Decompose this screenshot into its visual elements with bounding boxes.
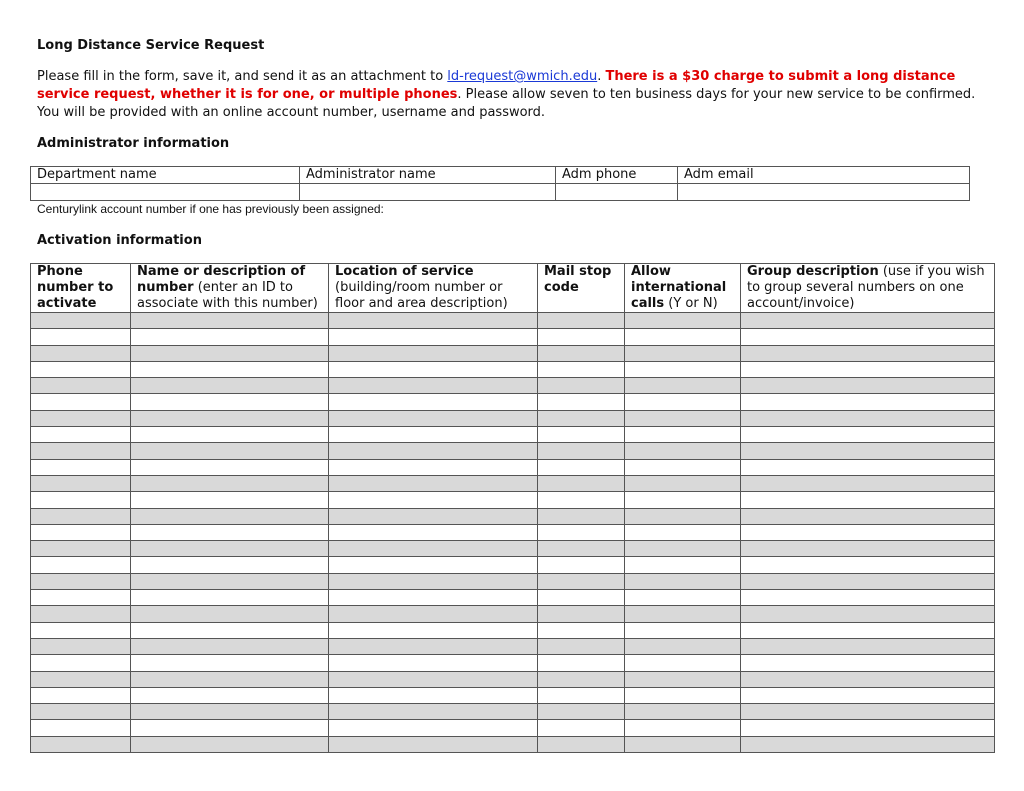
location-cell[interactable] <box>329 687 538 703</box>
phone-number-cell[interactable] <box>31 557 131 573</box>
international-calls-cell[interactable] <box>625 541 741 557</box>
table-row <box>31 524 995 540</box>
header-group-description: Group description (use if you wish to group several numbers on one account/invoice) <box>741 264 995 313</box>
location-cell[interactable] <box>329 378 538 394</box>
admin-info-table <box>30 166 970 201</box>
international-calls-cell[interactable] <box>625 557 741 573</box>
header-international-calls: Allow international calls (Y or N) <box>625 264 741 313</box>
name-description-cell[interactable] <box>131 361 329 377</box>
intro-suffix: . Please allow seven to ten business days for your new service to be confirmed. You will be provided with an online account number, username and password. <box>37 87 976 120</box>
group-description-cell[interactable] <box>741 313 995 329</box>
phone-number-cell[interactable] <box>31 427 131 443</box>
group-description-cell[interactable] <box>741 427 995 443</box>
phone-number-cell[interactable] <box>31 541 131 557</box>
location-cell[interactable] <box>329 459 538 475</box>
mail-stop-cell[interactable] <box>538 475 625 491</box>
mail-stop-cell[interactable] <box>538 557 625 573</box>
group-description-cell[interactable] <box>741 704 995 720</box>
name-description-cell[interactable] <box>131 736 329 752</box>
international-calls-cell[interactable] <box>625 394 741 410</box>
group-description-cell[interactable] <box>741 687 995 703</box>
phone-number-cell[interactable] <box>31 459 131 475</box>
location-cell[interactable] <box>329 313 538 329</box>
group-description-cell[interactable] <box>741 720 995 736</box>
phone-number-cell[interactable] <box>31 443 131 459</box>
mail-stop-cell[interactable] <box>538 508 625 524</box>
phone-number-cell[interactable] <box>31 492 131 508</box>
group-description-cell[interactable] <box>741 459 995 475</box>
location-cell[interactable] <box>329 361 538 377</box>
table-row <box>31 345 995 361</box>
table-row <box>31 427 995 443</box>
location-cell[interactable] <box>329 557 538 573</box>
activation-rows <box>31 313 995 753</box>
header-phone-number: Phone number to activate <box>31 264 131 313</box>
name-description-cell[interactable] <box>131 410 329 426</box>
name-description-cell[interactable] <box>131 557 329 573</box>
phone-number-cell[interactable] <box>31 329 131 345</box>
phone-number-cell[interactable] <box>31 524 131 540</box>
table-row <box>31 541 995 557</box>
mail-stop-cell[interactable] <box>538 606 625 622</box>
table-row <box>31 394 995 410</box>
phone-number-cell[interactable] <box>31 394 131 410</box>
phone-number-cell[interactable] <box>31 345 131 361</box>
table-row <box>31 720 995 736</box>
mail-stop-cell[interactable] <box>538 361 625 377</box>
phone-number-cell[interactable] <box>31 655 131 671</box>
group-description-cell[interactable] <box>741 361 995 377</box>
name-description-cell[interactable] <box>131 427 329 443</box>
admin-header-row <box>31 167 970 184</box>
group-description-cell[interactable] <box>741 394 995 410</box>
group-description-cell[interactable] <box>741 671 995 687</box>
name-description-cell[interactable] <box>131 443 329 459</box>
international-calls-cell[interactable] <box>625 313 741 329</box>
table-row <box>31 687 995 703</box>
table-row <box>31 622 995 638</box>
centurylink-account-note: Centurylink account number if one has previously been assigned: <box>37 202 384 216</box>
international-calls-cell[interactable] <box>625 443 741 459</box>
group-description-cell[interactable] <box>741 736 995 752</box>
admin-header-email: Adm email <box>678 167 970 184</box>
international-calls-cell[interactable] <box>625 361 741 377</box>
location-cell[interactable] <box>329 524 538 540</box>
group-description-cell[interactable] <box>741 590 995 606</box>
email-link[interactable]: ld-request@wmich.edu <box>447 69 598 84</box>
name-description-cell[interactable] <box>131 655 329 671</box>
mail-stop-cell[interactable] <box>538 524 625 540</box>
mail-stop-cell[interactable] <box>538 313 625 329</box>
phone-number-cell[interactable] <box>31 638 131 654</box>
mail-stop-cell[interactable] <box>538 443 625 459</box>
phone-number-cell[interactable] <box>31 704 131 720</box>
international-calls-cell[interactable] <box>625 329 741 345</box>
mail-stop-cell[interactable] <box>538 622 625 638</box>
mail-stop-cell[interactable] <box>538 410 625 426</box>
group-description-cell[interactable] <box>741 345 995 361</box>
table-row <box>31 410 995 426</box>
mail-stop-cell[interactable] <box>538 671 625 687</box>
admin-input-row <box>31 184 970 201</box>
group-description-cell[interactable] <box>741 622 995 638</box>
location-cell[interactable] <box>329 345 538 361</box>
name-description-cell[interactable] <box>131 671 329 687</box>
international-calls-cell[interactable] <box>625 704 741 720</box>
international-calls-cell[interactable] <box>625 622 741 638</box>
group-description-cell[interactable] <box>741 508 995 524</box>
mail-stop-cell[interactable] <box>538 345 625 361</box>
name-description-cell[interactable] <box>131 475 329 491</box>
group-description-cell[interactable] <box>741 329 995 345</box>
group-description-cell[interactable] <box>741 443 995 459</box>
international-calls-cell[interactable] <box>625 720 741 736</box>
charge-warning: There is a $30 charge to submit a long distance service request, whether it is for one, or multiple phones <box>37 69 956 102</box>
phone-number-cell[interactable] <box>31 378 131 394</box>
table-row <box>31 313 995 329</box>
table-row <box>31 557 995 573</box>
name-description-cell[interactable] <box>131 524 329 540</box>
table-row <box>31 655 995 671</box>
admin-header-department: Department name <box>31 167 300 184</box>
international-calls-cell[interactable] <box>625 736 741 752</box>
table-row <box>31 704 995 720</box>
admin-header-administrator: Administrator name <box>300 167 556 184</box>
table-row <box>31 443 995 459</box>
adm-email-field[interactable] <box>678 184 970 201</box>
international-calls-cell[interactable] <box>625 573 741 589</box>
department-name-field[interactable] <box>31 184 300 201</box>
location-cell[interactable] <box>329 443 538 459</box>
international-calls-cell[interactable] <box>625 671 741 687</box>
mail-stop-cell[interactable] <box>538 573 625 589</box>
group-description-cell[interactable] <box>741 541 995 557</box>
international-calls-cell[interactable] <box>625 524 741 540</box>
group-description-cell[interactable] <box>741 492 995 508</box>
international-calls-cell[interactable] <box>625 410 741 426</box>
name-description-cell[interactable] <box>131 394 329 410</box>
location-cell[interactable] <box>329 638 538 654</box>
location-cell[interactable] <box>329 508 538 524</box>
table-row <box>31 378 995 394</box>
header-mail-stop: Mail stop code <box>538 264 625 313</box>
location-cell[interactable] <box>329 427 538 443</box>
mail-stop-cell[interactable] <box>538 541 625 557</box>
mail-stop-cell[interactable] <box>538 427 625 443</box>
intro-prefix: Please fill in the form, save it, and send it as an attachment to <box>37 69 448 84</box>
table-row <box>31 638 995 654</box>
group-description-cell[interactable] <box>741 475 995 491</box>
mail-stop-cell[interactable] <box>538 720 625 736</box>
name-description-cell[interactable] <box>131 459 329 475</box>
mail-stop-cell[interactable] <box>538 378 625 394</box>
location-cell[interactable] <box>329 720 538 736</box>
location-cell[interactable] <box>329 671 538 687</box>
location-cell[interactable] <box>329 704 538 720</box>
name-description-cell[interactable] <box>131 541 329 557</box>
phone-number-cell[interactable] <box>31 590 131 606</box>
phone-number-cell[interactable] <box>31 720 131 736</box>
international-calls-cell[interactable] <box>625 459 741 475</box>
table-row <box>31 329 995 345</box>
location-cell[interactable] <box>329 573 538 589</box>
location-cell[interactable] <box>329 606 538 622</box>
international-calls-cell[interactable] <box>625 427 741 443</box>
intro-after-email: . <box>597 69 606 84</box>
international-calls-cell[interactable] <box>625 606 741 622</box>
name-description-cell[interactable] <box>131 508 329 524</box>
group-description-cell[interactable] <box>741 378 995 394</box>
location-cell[interactable] <box>329 622 538 638</box>
phone-number-cell[interactable] <box>31 687 131 703</box>
international-calls-cell[interactable] <box>625 687 741 703</box>
group-description-cell[interactable] <box>741 638 995 654</box>
group-description-cell[interactable] <box>741 606 995 622</box>
name-description-cell[interactable] <box>131 345 329 361</box>
name-description-cell[interactable] <box>131 638 329 654</box>
name-description-cell[interactable] <box>131 313 329 329</box>
activation-section-heading: Activation information <box>37 233 202 248</box>
activation-table <box>30 263 995 753</box>
mail-stop-cell[interactable] <box>538 638 625 654</box>
name-description-cell[interactable] <box>131 590 329 606</box>
name-description-cell[interactable] <box>131 573 329 589</box>
group-description-cell[interactable] <box>741 524 995 540</box>
location-cell[interactable] <box>329 410 538 426</box>
phone-number-cell[interactable] <box>31 736 131 752</box>
administrator-name-field[interactable] <box>300 184 556 201</box>
location-cell[interactable] <box>329 736 538 752</box>
phone-number-cell[interactable] <box>31 410 131 426</box>
location-cell[interactable] <box>329 329 538 345</box>
international-calls-cell[interactable] <box>625 590 741 606</box>
phone-number-cell[interactable] <box>31 508 131 524</box>
location-cell[interactable] <box>329 590 538 606</box>
table-row <box>31 459 995 475</box>
name-description-cell[interactable] <box>131 492 329 508</box>
location-cell[interactable] <box>329 475 538 491</box>
mail-stop-cell[interactable] <box>538 394 625 410</box>
location-cell[interactable] <box>329 492 538 508</box>
phone-number-cell[interactable] <box>31 606 131 622</box>
mail-stop-cell[interactable] <box>538 329 625 345</box>
name-description-cell[interactable] <box>131 606 329 622</box>
table-row <box>31 573 995 589</box>
international-calls-cell[interactable] <box>625 475 741 491</box>
table-row <box>31 361 995 377</box>
international-calls-cell[interactable] <box>625 655 741 671</box>
phone-number-cell[interactable] <box>31 475 131 491</box>
mail-stop-cell[interactable] <box>538 459 625 475</box>
admin-header-phone: Adm phone <box>556 167 678 184</box>
table-row <box>31 590 995 606</box>
name-description-cell[interactable] <box>131 622 329 638</box>
group-description-cell[interactable] <box>741 655 995 671</box>
mail-stop-cell[interactable] <box>538 590 625 606</box>
group-description-cell[interactable] <box>741 410 995 426</box>
table-row <box>31 508 995 524</box>
table-row <box>31 606 995 622</box>
group-description-cell[interactable] <box>741 573 995 589</box>
adm-phone-field[interactable] <box>556 184 678 201</box>
table-row <box>31 475 995 491</box>
table-row <box>31 736 995 752</box>
location-cell[interactable] <box>329 541 538 557</box>
table-row <box>31 492 995 508</box>
form-title: Long Distance Service Request <box>37 38 265 53</box>
phone-number-cell[interactable] <box>31 313 131 329</box>
international-calls-cell[interactable] <box>625 638 741 654</box>
activation-header-row <box>31 264 995 313</box>
mail-stop-cell[interactable] <box>538 704 625 720</box>
group-description-cell[interactable] <box>741 557 995 573</box>
location-cell[interactable] <box>329 394 538 410</box>
phone-number-cell[interactable] <box>31 671 131 687</box>
name-description-cell[interactable] <box>131 720 329 736</box>
mail-stop-cell[interactable] <box>538 736 625 752</box>
header-location: Location of service (building/room number or floor and area description) <box>329 264 538 313</box>
name-description-cell[interactable] <box>131 687 329 703</box>
international-calls-cell[interactable] <box>625 508 741 524</box>
name-description-cell[interactable] <box>131 329 329 345</box>
mail-stop-cell[interactable] <box>538 687 625 703</box>
admin-section-heading: Administrator information <box>37 136 230 151</box>
international-calls-cell[interactable] <box>625 378 741 394</box>
phone-number-cell[interactable] <box>31 622 131 638</box>
intro-paragraph <box>37 68 982 122</box>
phone-number-cell[interactable] <box>31 361 131 377</box>
location-cell[interactable] <box>329 655 538 671</box>
name-description-cell[interactable] <box>131 704 329 720</box>
international-calls-cell[interactable] <box>625 492 741 508</box>
mail-stop-cell[interactable] <box>538 492 625 508</box>
table-row <box>31 671 995 687</box>
international-calls-cell[interactable] <box>625 345 741 361</box>
header-name-description: Name or description of number (enter an ID to associate with this number) <box>131 264 329 313</box>
mail-stop-cell[interactable] <box>538 655 625 671</box>
name-description-cell[interactable] <box>131 378 329 394</box>
phone-number-cell[interactable] <box>31 573 131 589</box>
